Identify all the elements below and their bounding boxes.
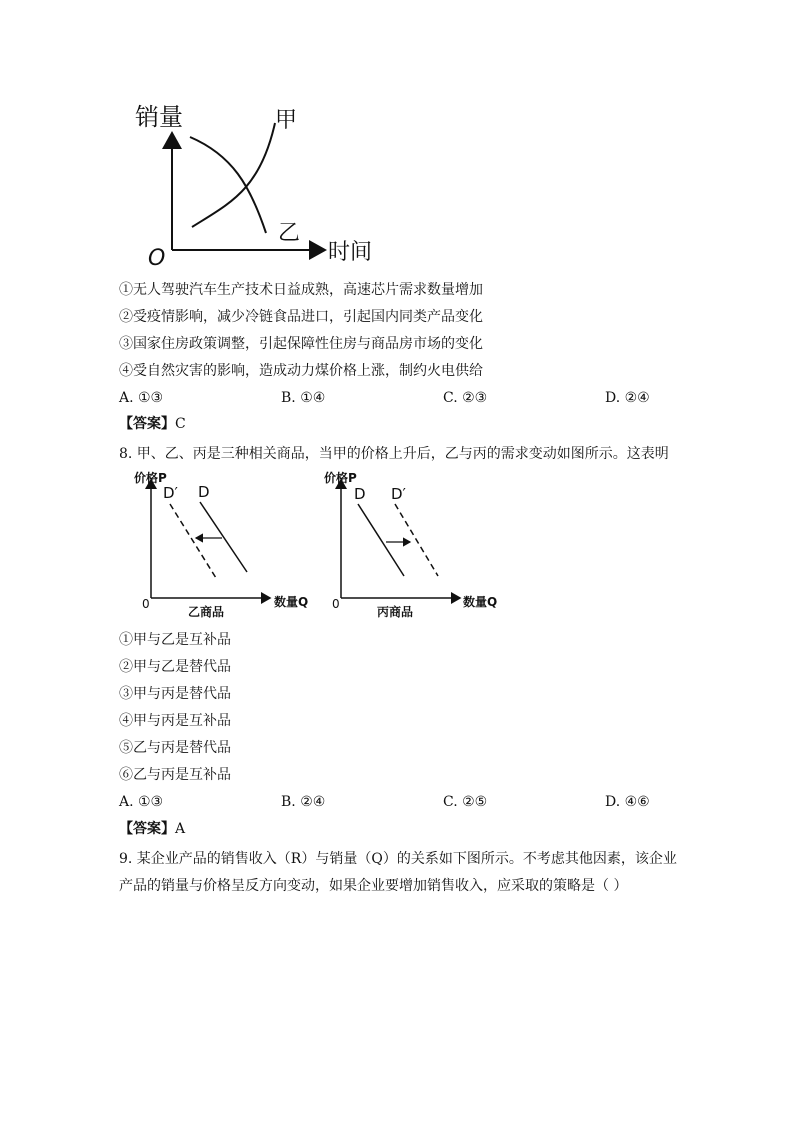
d-prime-label: D′ xyxy=(391,485,406,503)
q7-option-d: D. ②④ xyxy=(605,390,650,406)
curve-jia xyxy=(192,123,275,227)
d-label: D xyxy=(198,483,210,501)
q8-item-6: ⑥乙与丙是互补品 xyxy=(119,767,231,783)
q8-item-1: ①甲与乙是互补品 xyxy=(119,632,231,648)
sales-time-figure xyxy=(120,95,390,270)
q8-item-5: ⑤乙与丙是替代品 xyxy=(119,740,231,756)
q8-option-c: C. ②⑤ xyxy=(443,794,488,810)
curve-d xyxy=(200,502,247,572)
q8-item-4: ④甲与丙是互补品 xyxy=(119,713,231,729)
origin-label: O xyxy=(148,246,166,270)
q8-option-d: D. ④⑥ xyxy=(605,794,650,810)
x-axis-label: 数量Q xyxy=(274,595,309,609)
origin-label: 0 xyxy=(142,597,150,611)
q7-option-c: C. ②③ xyxy=(443,390,488,406)
y-axis-label: 价格P xyxy=(324,471,357,485)
caption: 丙商品 xyxy=(377,605,414,619)
answer-value: C xyxy=(175,416,186,432)
d-label: D xyxy=(354,485,366,503)
caption: 乙商品 xyxy=(188,605,225,619)
q7-item-4: ④受自然灾害的影响，造成动力煤价格上涨，制约火电供给 xyxy=(119,363,483,379)
q8-answer xyxy=(119,819,185,839)
q7-item-1: ①无人驾驶汽车生产技术日益成熟，高速芯片需求数量增加 xyxy=(119,282,483,298)
origin-label: 0 xyxy=(332,597,340,611)
q7-item-2: ②受疫情影响，减少冷链食品进口，引起国内同类产品变化 xyxy=(119,309,483,325)
q8-option-b: B. ②④ xyxy=(281,794,326,810)
d-prime-label: D′ xyxy=(163,484,178,502)
y-axis-label: 价格P xyxy=(134,471,167,485)
curve-yi xyxy=(190,137,266,233)
curve-d-prime xyxy=(395,504,438,576)
q8-item-3: ③甲与丙是替代品 xyxy=(119,686,231,702)
q9-line-2: 产品的销量与价格呈反方向变动，如果企业要增加销售收入，应采取的策略是（ ） xyxy=(119,878,628,894)
q8-item-2: ②甲与乙是替代品 xyxy=(119,659,231,675)
x-axis-label: 数量Q xyxy=(463,595,498,609)
demand-chart-bing xyxy=(320,466,505,621)
x-axis-label: 时间 xyxy=(328,240,373,265)
q8-stem: 8. 甲、乙、丙是三种相关商品，当甲的价格上升后，乙与丙的需求变动如图所示。这表明 xyxy=(119,446,669,462)
q7-item-3: ③国家住房政策调整，引起保障性住房与商品房市场的变化 xyxy=(119,336,483,352)
answer-tag: 【答案】 xyxy=(119,416,175,432)
curve-d xyxy=(358,504,404,576)
answer-tag: 【答案】 xyxy=(119,821,175,837)
curve-yi-label: 乙 xyxy=(278,221,301,246)
answer-value: A xyxy=(175,821,186,837)
q8-option-a: A. ①③ xyxy=(119,794,164,810)
q7-option-b: B. ①④ xyxy=(281,390,326,406)
y-axis-label: 销量 xyxy=(135,103,183,131)
q9-line-1: 9. 某企业产品的销售收入（R）与销量（Q）的关系如下图所示。不考虑其他因素，该企业 xyxy=(119,851,677,867)
demand-chart-yi xyxy=(130,466,315,621)
q7-option-a: A. ①③ xyxy=(119,390,164,406)
q7-answer xyxy=(119,414,186,434)
curve-jia-label: 甲 xyxy=(275,108,298,133)
